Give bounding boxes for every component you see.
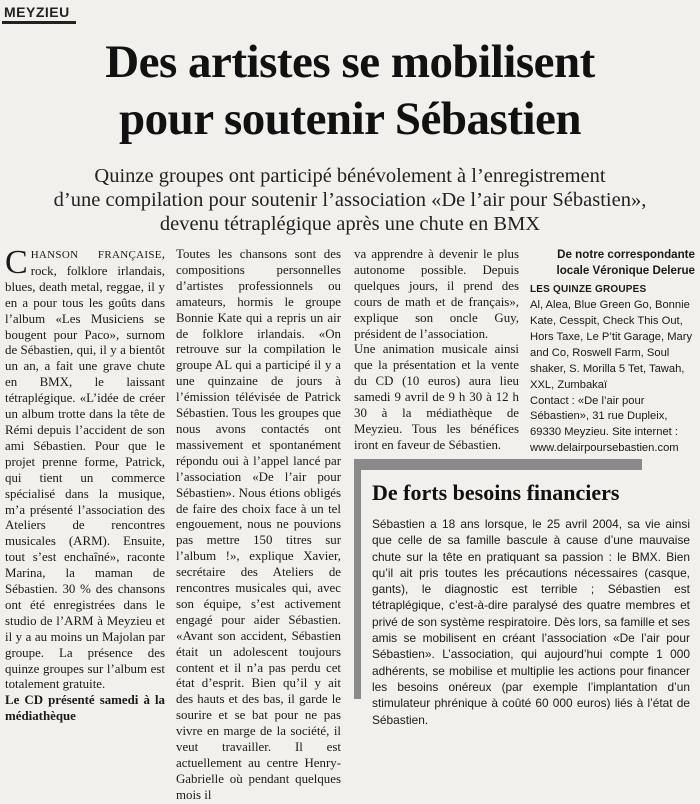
box-text	[372, 516, 690, 728]
article-column-1	[5, 244, 165, 725]
groups-title: LES QUINZE GROUPES	[530, 284, 647, 296]
standfirst-line-2: d’une compilation pour soutenir l’association «De l’air pour Sébastien»,	[53, 189, 647, 211]
article-paragraph-1	[5, 244, 165, 693]
box-paragraph: Sébastien a 18 ans lorsque, le 25 avril 2004, sa vie ainsi que celle de sa famille bascule à cause d’une mauvaise chute sur la tête en pratiquant sa passion : le BMX. Bien qu’il ait pris toutes les précautions nécessaires (casque, gants), le diagnostic est terrible ; Sébastien est tétraplégique, c’est-à-dire paralysé des quatre membres et privé de son système respiratoire. Dès lors, sa famille et ses amis se mobilisent en créant l’association «De l’air pour Sébastien». L’association, qui aujourd’hui compte 1 000 adhérents, se mobilise et multiplie les actions pour financer les besoins onéreux (par exemple l’implantation d’un stimulateur phrénique à coûté 60 000 euros) liés à l’état de Sébastien.	[372, 517, 690, 727]
article-paragraph-3: va apprendre à devenir le plus autonome possible. Depuis quelques jours, il prend des cours de math et de français», explique son oncle Guy, président de l’association.	[354, 247, 519, 341]
byline: De notre correspondante locale Véronique Delerue	[556, 248, 695, 277]
standfirst-line-3: devenu tétraplégique après une chute en BMX	[159, 213, 541, 235]
headline-line-1: Des artistes se mobilisent	[105, 36, 595, 88]
box-title: De forts besoins financiers	[372, 480, 620, 505]
headline-line-2: pour soutenir Sébastien	[118, 93, 582, 145]
article-subhead: Le CD présenté samedi à la médiathèque	[5, 693, 165, 724]
article-paragraph-4: Une animation musicale ainsi que la présentation et la vente du CD (10 euros) aura lieu samedi 9 avril de 9 h 30 à 12 h 30 à la médiathèque de Meyzieu. Tous les bénéfices iront en faveur de Sébastien.	[354, 342, 519, 452]
lead-caps: HANSON FRANÇAISE	[30, 249, 162, 261]
box-top-rule	[354, 459, 642, 470]
standfirst	[10, 164, 690, 236]
section-kicker: MEYZIEU	[2, 4, 76, 24]
groups-list: Al, Alea, Blue Green Go, Bonnie Kate, Cesspit, Check This Out, Hors Taxe, Le P’tit Garage, Mary and Co, Roswell Farm, Soul shaker, S. Morilla 5 Tet, Tawah, XXL, Zumbakaï	[530, 299, 693, 391]
standfirst-line-1: Quinze groupes ont participé bénévolement à l’enregistrement	[94, 165, 606, 187]
drop-cap: C	[5, 244, 28, 281]
paragraph-1-text: , rock, folklore irlandais, blues, death metal, reggae, il y en a pour tous les goûts dans l’album «Les Musiciens se bougent pour Paco», surnom de Sébastien, qui, il y a bientôt un an, a fait une grave chute en BMX, le laissant tétraplégique. «L’idée de créer un album trotte dans la tête de Rémi depuis l’accident de son ami Sébastien. Pour que le projet prenne forme, Patrick, qui tient un commerce spécialisé dans la musique, m’a présenté l’association des Ateliers de rencontres musicales (ARM). Ensuite, tout s’est enchaîné», raconte Marina, la maman de Sébastien. 30 % des chansons ont été enregistrées dans le studio de l’ARM à Meyzieu et il y a au moins un Majolan par groupe. La présence des quinze groupes sur l’album est totalement gratuite.	[5, 247, 165, 692]
headline	[0, 34, 700, 148]
article-column-3	[354, 247, 519, 454]
box-side-rule	[354, 459, 361, 699]
sidebar	[530, 247, 695, 457]
article-paragraph-2: Toutes les chansons sont des compositions personnelles d’artistes professionnels ou amateurs, hormis le groupe Bonnie Kate qui a repris un air de folklore irlandais. «On retrouve sur la compilation le groupe AL qui a participé il y a une quinzaine de jours à l’émission télévisée de Patrick Sébastien. Tous les groupes que nous avons contactés ont massivement et spontanément répondu oui à l’appel lancé par l’association «De l’air pour Sébastien». Nous étions obligés de faire des choix face à un tel engouement, nous ne pouvions pas mettre 150 titres sur l’album !», explique Xavier, secrétaire des Ateliers de rencontres musicales qui, avec son équipe, s’est activement engagé pour aider Sébastien. «Avant son accident, Sébastien était un adolescent toujours content et il n’a pas perdu cet état d’esprit. Bien qu’il y ait des hauts et des bas, il garde le sourire et se bat pour ne pas vivre en marge de la société, il veut travailler. Il est actuellement au centre Henry-Gabrielle où pendant quelques mois il	[176, 247, 341, 802]
contact-info: Contact : «De l’air pour Sébastien», 31 rue Dupleix, 69330 Meyzieu. Site internet : www.delairpoursebastien.com	[530, 394, 679, 455]
article-column-2	[176, 247, 341, 804]
